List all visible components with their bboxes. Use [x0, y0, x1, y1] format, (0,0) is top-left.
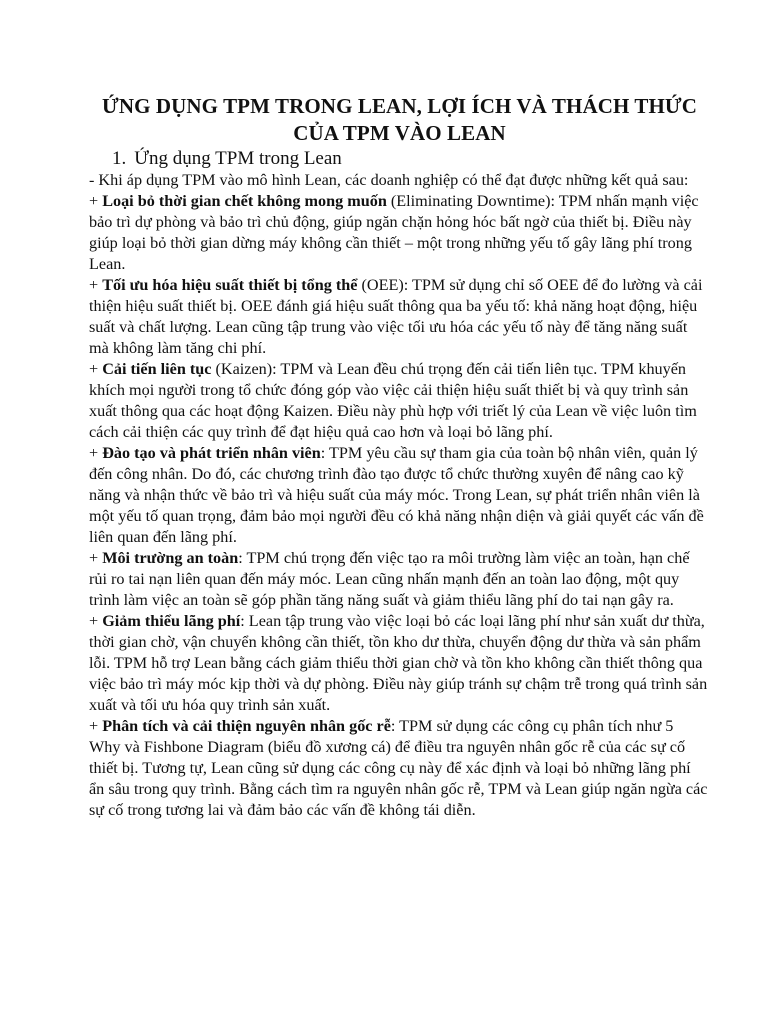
item-text: : TPM chú trọng đến việc tạo ra môi trường làm việc an toàn, hạn chế rủi ro tai nạn liên quan đến máy móc. Lean cũng nhấn mạnh đến an toàn lao động, một quy trình làm việc an toàn sẽ góp phần tăng năng suất và giảm thiểu lãng phí do tai nạn gây ra.	[89, 549, 690, 609]
item-term: Giảm thiểu lãng phí	[102, 612, 241, 630]
item-text: : TPM sử dụng các công cụ phân tích như 5 Why và Fishbone Diagram (biểu đồ xương cá) để điều tra nguyên nhân gốc rễ của các sự cố thiết bị. Tương tự, Lean cũng sử dụng các công cụ này để xác định và loại bỏ những lãng phí ẩn sâu trong quy trình. Bằng cách tìm ra nguyên nhân gốc rễ, TPM và Lean giúp ngăn ngừa các sự cố trong tương lai và đảm bảo các vấn đề không tái diễn.	[89, 717, 708, 819]
item-prefix: +	[89, 717, 103, 735]
item-term: Loại bỏ thời gian chết không mong muốn	[102, 192, 387, 210]
section-heading-text: Ứng dụng TPM trong Lean	[134, 148, 342, 169]
item-prefix: +	[89, 276, 103, 294]
item-prefix: +	[89, 549, 103, 567]
benefit-item-safety	[89, 548, 708, 611]
benefit-item-downtime	[89, 191, 708, 275]
benefit-item-oee	[89, 275, 708, 359]
document-title: ỨNG DỤNG TPM TRONG LEAN, LỢI ÍCH VÀ THÁCH THỨC CỦA TPM VÀO LEAN	[102, 94, 697, 145]
section-number: 1.	[112, 148, 127, 169]
item-term: Đào tạo và phát triển nhân viên	[102, 444, 321, 462]
intro-paragraph: - Khi áp dụng TPM vào mô hình Lean, các doanh nghiệp có thể đạt được những kết quả sau:	[89, 171, 689, 189]
benefit-item-root-cause	[89, 716, 708, 821]
item-prefix: +	[89, 444, 103, 462]
item-term: Phân tích và cải thiện nguyên nhân gốc rễ	[102, 717, 391, 735]
item-text: (Eliminating Downtime): TPM nhấn mạnh việc bảo trì dự phòng và bảo trì chủ động, giúp ngăn chặn hỏng hóc bất ngờ của thiết bị. Điều này giúp loại bỏ thời gian dừng máy không cần thiết – một trong những yếu tố gây lãng phí trong Lean.	[89, 192, 699, 273]
item-term: Cải tiến liên tục	[102, 360, 212, 378]
item-prefix: +	[89, 612, 103, 630]
item-text: : Lean tập trung vào việc loại bỏ các loại lãng phí như sản xuất dư thừa, thời gian chờ, vận chuyển không cần thiết, tồn kho dư thừa, chuyển động dư thừa và sản phẩm lỗi. TPM hỗ trợ Lean bằng cách giảm thiểu thời gian chờ và tồn kho không cần thiết thông qua việc bảo trì máy móc kịp thời và dự phòng. Điều này giúp tránh sự chậm trễ trong quá trình sản xuất và tối ưu hóa quy trình sản xuất.	[89, 612, 708, 714]
item-prefix: +	[89, 360, 103, 378]
section-heading	[89, 147, 708, 170]
item-text: : TPM yêu cầu sự tham gia của toàn bộ nhân viên, quản lý đến công nhân. Do đó, các chương trình đào tạo được tổ chức thường xuyên để nâng cao kỹ năng và nhận thức về bảo trì và hiệu suất của máy móc. Trong Lean, sự phát triển nhân viên là một yếu tố quan trọng, đảm bảo mọi người đều có khả năng nhận diện và giải quyết các vấn đề liên quan đến lãng phí.	[89, 444, 704, 546]
benefit-item-training	[89, 443, 708, 548]
item-text: (Kaizen): TPM và Lean đều chú trọng đến cải tiến liên tục. TPM khuyến khích mọi người trong tổ chức đóng góp vào việc cải thiện hiệu suất thiết bị và quy trình sản xuất thông qua các hoạt động Kaizen. Điều này phù hợp với triết lý của Lean về việc luôn tìm cách cải thiện các quy trình để đạt hiệu quả cao hơn và loại bỏ lãng phí.	[89, 360, 697, 441]
item-term: Tối ưu hóa hiệu suất thiết bị tổng thể	[102, 276, 358, 294]
benefit-item-kaizen	[89, 359, 708, 443]
item-term: Môi trường an toàn	[102, 549, 239, 567]
item-text: (OEE): TPM sử dụng chỉ số OEE để đo lường và cải thiện hiệu suất thiết bị. OEE đánh giá hiệu suất thông qua ba yếu tố: khả năng hoạt động, hiệu suất và chất lượng. Lean cũng tập trung vào việc tối ưu hóa các yếu tố này để tăng năng suất mà không làm tăng chi phí.	[89, 276, 703, 357]
item-prefix: +	[89, 192, 103, 210]
benefit-item-waste	[89, 611, 708, 716]
